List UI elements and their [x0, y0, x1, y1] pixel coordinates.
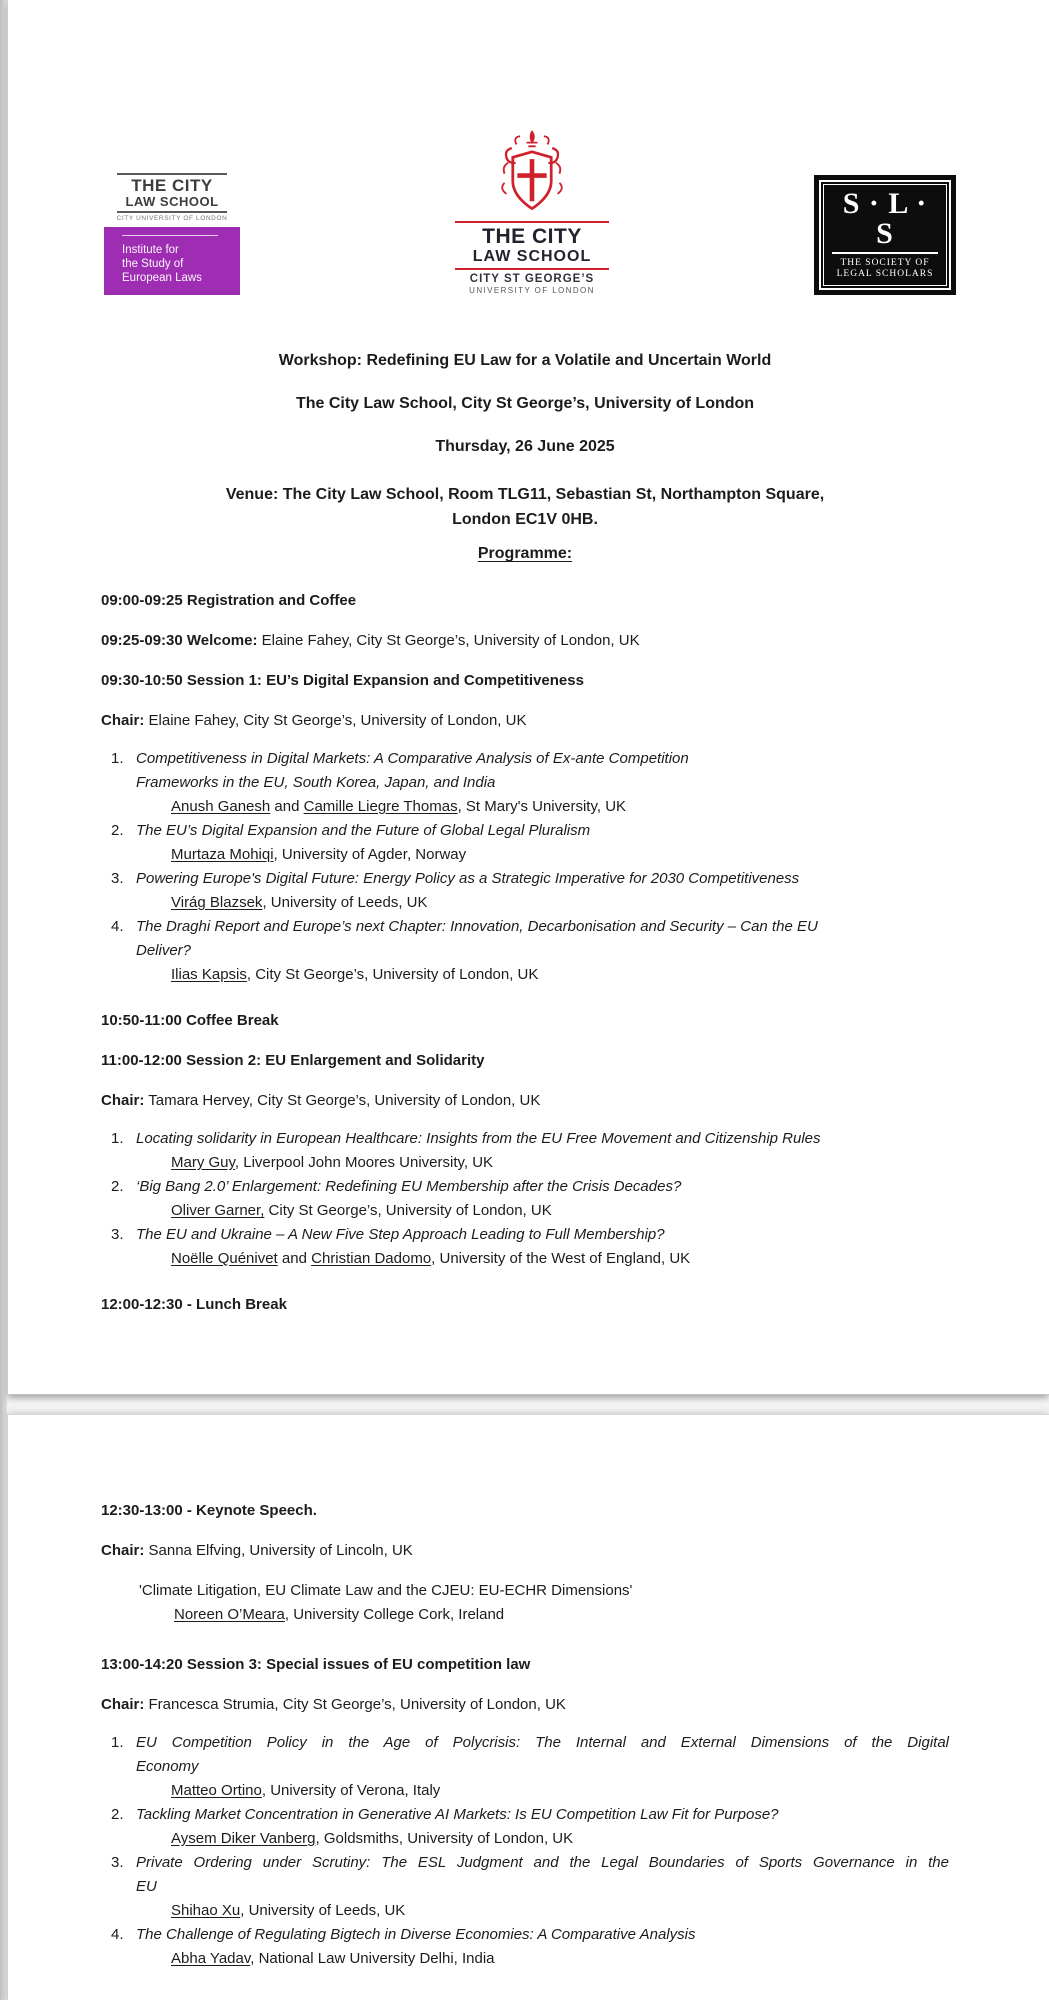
paper-title [136, 915, 949, 963]
registration-entry: 09:00-09:25 Registration and Coffee [101, 592, 357, 609]
paper-title-line: The Challenge of Regulating Bigtech in Diverse Economies: A Comparative Analysis [136, 1926, 696, 1943]
session-3-chair [101, 1693, 949, 1716]
welcome-entry [101, 629, 949, 652]
presenter-name: Noreen O’Meara [174, 1606, 285, 1623]
presenter-line [171, 1779, 949, 1803]
chair-name: Francesca Strumia, City St George’s, University of London, UK [144, 1696, 566, 1713]
presenter-name: Aysem Diker Vanberg [171, 1830, 316, 1847]
session-2-header: 11:00-12:00 Session 2: EU Enlargement and Solidarity [101, 1052, 485, 1069]
presenter-line [171, 891, 949, 915]
paper-title [136, 1731, 949, 1779]
chair-name: Sanna Elfving, University of Lincoln, UK [144, 1542, 413, 1559]
paper-title [136, 867, 949, 891]
session-1-papers [101, 747, 949, 987]
paper-title [136, 1223, 949, 1247]
wordmark-line: CITY UNIVERSITY OF LONDON [116, 215, 228, 222]
presenter-affiliation: , University of Agder, Norway [273, 846, 467, 863]
presenter-name: Virág Blazsek [171, 894, 263, 911]
paper-item [101, 867, 949, 915]
keynote-speaker-line [174, 1603, 949, 1627]
isel-rule [122, 235, 218, 236]
page-1 [7, 0, 1049, 1395]
city-law-school-wordmark [117, 173, 228, 222]
programme-label: Programme: [477, 545, 573, 562]
title-block [101, 353, 949, 562]
paper-title-line: Locating solidarity in European Healthcare: Insights from the EU Free Movement and Citizenship Rules [136, 1130, 821, 1147]
presenter-affiliation: , St Mary's University, UK [457, 798, 627, 815]
paper-title-line: Frameworks in the EU, South Korea, Japan, and India [136, 774, 496, 791]
paper-item [101, 819, 949, 867]
paper-title-line: Competitiveness in Digital Markets: A Comparative Analysis of Ex-ante Competition [136, 750, 689, 767]
paper-title-line: EU [136, 1878, 157, 1895]
header-logos [104, 128, 956, 295]
venue-line-1: Venue: The City Law School, Room TLG11, Sebastian St, Northampton Square, [225, 486, 825, 503]
sls-frame-inner [823, 184, 947, 286]
isel-line: the Study of [122, 258, 184, 270]
date-line: Thursday, 26 June 2025 [435, 438, 615, 455]
paper-item [101, 1803, 949, 1851]
presenter-affiliation: City St George’s, University of London, UK [264, 1202, 552, 1219]
paper-number: 3. [111, 1226, 124, 1243]
paper-title-line: The Draghi Report and Europe’s next Chapter: Innovation, Decarbonisation and Security – Can the EU [136, 918, 818, 935]
presenter-name: Mary Guy [171, 1154, 235, 1171]
presenter-affiliation: , City St George’s, University of London, UK [246, 966, 539, 983]
paper-item [101, 747, 949, 819]
crest-rule [455, 268, 609, 270]
paper-title [136, 1803, 949, 1827]
session-2-papers [101, 1127, 949, 1271]
logo-city-law-school [104, 173, 240, 295]
city-crest-icon [486, 201, 578, 218]
session-2-chair [101, 1089, 949, 1112]
sls-frame [819, 180, 951, 290]
paper-item [101, 1923, 949, 1971]
presenter-name: Abha Yadav [171, 1950, 251, 1967]
presenter-line [171, 1151, 949, 1175]
keynote-entry: 12:30-13:00 - Keynote Speech. [101, 1502, 317, 1519]
paper-number: 3. [111, 870, 124, 887]
presenter-affiliation: , University of Verona, Italy [261, 1782, 441, 1799]
chair-name: Tamara Hervey, City St George’s, University of London, UK [144, 1092, 541, 1109]
welcome-time-label: 09:25-09:30 Welcome: [101, 632, 258, 649]
sls-line: THE SOCIETY OF [840, 258, 930, 268]
wordmark-line: LAW SCHOOL [117, 195, 228, 213]
presenter-line [171, 1199, 949, 1223]
paper-item [101, 1851, 949, 1923]
session-1-header: 09:30-10:50 Session 1: EU’s Digital Expansion and Competitiveness [101, 672, 584, 689]
paper-title [136, 1923, 949, 1947]
presenter-line [171, 795, 949, 819]
session-1-chair [101, 709, 949, 732]
paper-item [101, 1223, 949, 1271]
lunch-break-entry: 12:00-12:30 - Lunch Break [101, 1296, 287, 1313]
crest-line: THE CITY [482, 225, 582, 248]
presenter-name: Matteo Ortino [171, 1782, 262, 1799]
sls-line: LEGAL SCHOLARS [836, 269, 934, 279]
chair-label: Chair: [101, 1542, 145, 1559]
presenter-name: Camille Liegre Thomas [303, 798, 458, 815]
isel-line: Institute for [122, 244, 179, 256]
venue-line-2: London EC1V 0HB. [452, 511, 598, 528]
paper-item [101, 1175, 949, 1223]
presenter-line [171, 1827, 949, 1851]
paper-title-line: Private Ordering under Scrutiny: The ESL Judgment and the Legal Boundaries of Sports Governance in the [136, 1854, 949, 1871]
presenter-line [171, 1947, 949, 1971]
crest-rule [455, 221, 609, 223]
paper-title-line: Deliver? [136, 942, 192, 959]
paper-number: 1. [111, 1130, 124, 1147]
presenter-affiliation: , University of Leeds, UK [240, 1902, 406, 1919]
chair-label: Chair: [101, 1092, 145, 1109]
presenter-affiliation: , Goldsmiths, University of London, UK [315, 1830, 574, 1847]
paper-title [136, 747, 949, 795]
paper-number: 4. [111, 918, 124, 935]
paper-title [136, 1127, 949, 1151]
presenter-conjunction: and [277, 1250, 312, 1267]
logo-isel [104, 227, 240, 295]
paper-title-line: Powering Europe's Digital Future: Energy Policy as a Strategic Imperative for 2030 Competitiveness [136, 870, 800, 887]
logo-crest [437, 128, 627, 295]
presenter-affiliation: , National Law University Delhi, India [250, 1950, 495, 1967]
host-line: The City Law School, City St George’s, University of London [295, 395, 755, 412]
paper-item [101, 1731, 949, 1803]
paper-title [136, 819, 949, 843]
keynote-chair [101, 1539, 949, 1562]
presenter-affiliation: , Liverpool John Moores University, UK [234, 1154, 494, 1171]
paper-item [101, 1127, 949, 1175]
venue-line [101, 482, 949, 532]
paper-number: 4. [111, 1926, 124, 1943]
chair-label: Chair: [101, 1696, 145, 1713]
presenter-name: Murtaza Mohiqi [171, 846, 274, 863]
paper-number: 1. [111, 1734, 124, 1751]
session-3-header: 13:00-14:20 Session 3: Special issues of EU competition law [101, 1656, 531, 1673]
coffee-break-entry: 10:50-11:00 Coffee Break [101, 1012, 279, 1029]
paper-number: 1. [111, 750, 124, 767]
presenter-affiliation: , University College Cork, Ireland [284, 1606, 505, 1623]
chair-label: Chair: [101, 712, 145, 729]
presenter-name: Oliver Garner, [171, 1202, 265, 1219]
sls-acronym: S · L · S [842, 187, 928, 250]
crest-line: UNIVERSITY OF LONDON [469, 286, 595, 295]
presenter-affiliation: , University of the West of England, UK [431, 1250, 691, 1267]
chair-name: Elaine Fahey, City St George’s, University of London, UK [144, 712, 527, 729]
presenter-name: Ilias Kapsis [171, 966, 247, 983]
presenter-name: Christian Dadomo [311, 1250, 432, 1267]
presenter-line [171, 843, 949, 867]
paper-number: 2. [111, 1806, 124, 1823]
crest-line: LAW SCHOOL [472, 248, 592, 265]
page-2 [7, 1414, 1049, 2000]
paper-title-line: Tackling Market Concentration in Generative AI Markets: Is EU Competition Law Fit for Purpose? [136, 1806, 779, 1823]
paper-title-line: EU Competition Policy in the Age of Polycrisis: The Internal and External Dimensions of the Digital [136, 1734, 949, 1751]
presenter-name: Shihao Xu [171, 1902, 241, 1919]
paper-number: 2. [111, 822, 124, 839]
wordmark-line: THE CITY [117, 173, 228, 195]
presenter-line [171, 963, 949, 987]
paper-title [136, 1851, 949, 1899]
presenter-line [171, 1899, 949, 1923]
presenter-name: Anush Ganesh [171, 798, 271, 815]
session-3-papers [101, 1731, 949, 1971]
paper-item [101, 915, 949, 987]
presenter-affiliation: , University of Leeds, UK [262, 894, 428, 911]
paper-title-line: ‘Big Bang 2.0’ Enlargement: Redefining EU Membership after the Crisis Decades? [136, 1178, 682, 1195]
presenter-line [171, 1247, 949, 1271]
crest-line: CITY ST GEORGE’S [469, 273, 595, 285]
paper-title-line: The EU’s Digital Expansion and the Future of Global Legal Pluralism [136, 822, 591, 839]
isel-line: European Laws [122, 272, 202, 284]
welcome-speaker: Elaine Fahey, City St George’s, University of London, UK [257, 632, 640, 649]
sls-rule [832, 252, 938, 254]
paper-number: 3. [111, 1854, 124, 1871]
presenter-name: Noëlle Quénivet [171, 1250, 278, 1267]
keynote-title: 'Climate Litigation, EU Climate Law and the CJEU: EU-ECHR Dimensions' [139, 1582, 633, 1599]
paper-title [136, 1175, 949, 1199]
paper-title-line: Economy [136, 1758, 199, 1775]
logo-sls [814, 175, 956, 295]
programme-heading [101, 546, 949, 562]
viewer-gutter [0, 0, 7, 2000]
paper-title-line: The EU and Ukraine – A New Five Step Approach Leading to Full Membership? [136, 1226, 665, 1243]
presenter-conjunction: and [270, 798, 304, 815]
paper-number: 2. [111, 1178, 124, 1195]
workshop-title: Workshop: Redefining EU Law for a Volatile and Uncertain World [278, 352, 772, 369]
